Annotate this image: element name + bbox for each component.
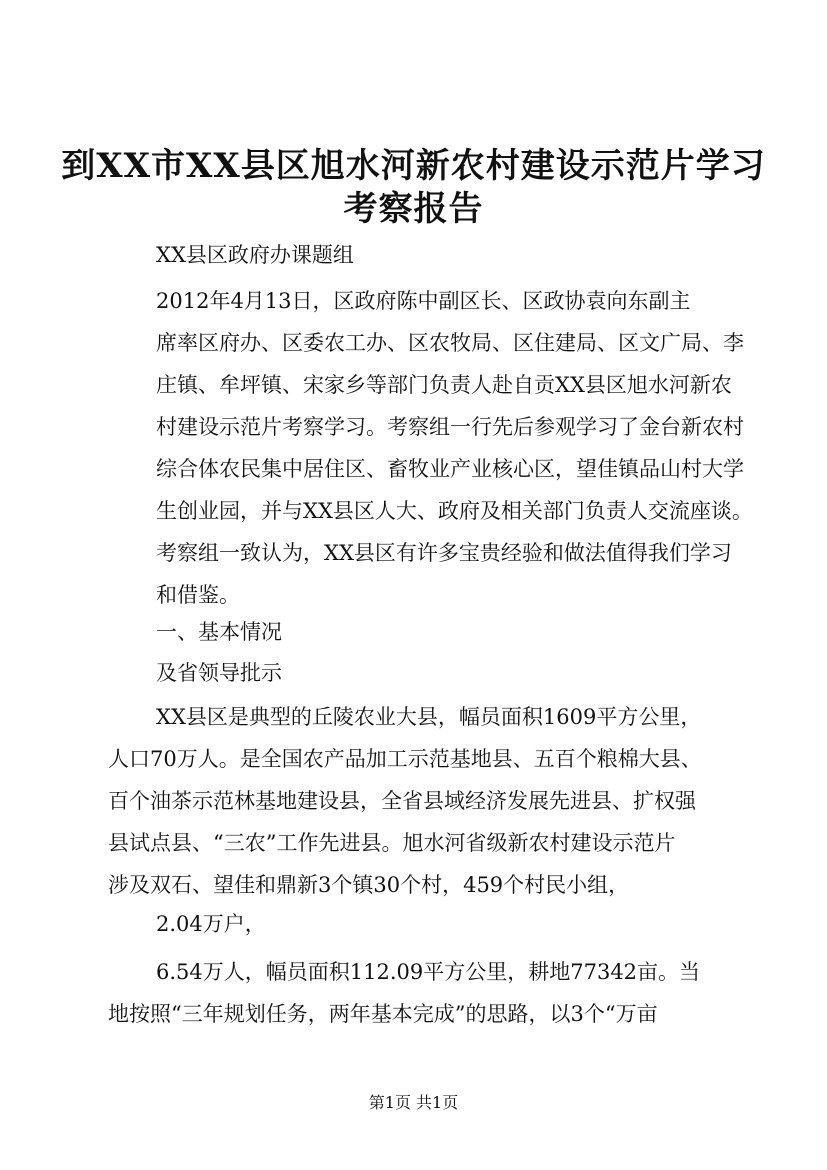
paragraph-line: 地按照“三年规划任务，两年基本完成”的思路，以3个“万亩: [108, 1002, 658, 1026]
paragraph-line: 6.54万人，幅员面积112.09平方公里，耕地77342亩。当: [156, 960, 701, 984]
paragraph-line: 生创业园，并与XX县区人大、政府及相关部门负责人交流座谈。: [156, 499, 753, 523]
paragraph-line: 县试点县、“三农”工作先进县。旭水河省级新农村建设示范片: [108, 831, 676, 855]
paragraph-households: 2.04万户，: [156, 912, 266, 936]
paragraph-line: 涉及双石、望佳和鼎新3个镇30个村，459个村民小组，: [108, 873, 630, 897]
page-footer: 第1页 共1页: [368, 1093, 459, 1112]
paragraph-line: XX县区是典型的丘陵农业大县，幅员面积1609平方公里，: [156, 705, 702, 729]
paragraph-line: 和借鉴。: [156, 583, 240, 607]
section-subheading: 及省领导批示: [156, 661, 282, 685]
paragraph-line: 百个油茶示范林基地建设县，全省县域经济发展先进县、扩权强: [108, 789, 696, 813]
paragraph-line: 席率区府办、区委农工办、区农牧局、区住建局、区文广局、李: [156, 331, 744, 355]
paragraph-population: [108, 951, 728, 1035]
paragraph-line: 考察组一致认为，XX县区有许多宝贵经验和做法值得我们学习: [156, 541, 732, 565]
paragraph-line: 庄镇、牟坪镇、宋家乡等部门负责人赴自贡XX县区旭水河新农: [156, 373, 732, 397]
paragraph-line: 人口70万人。是全国农产品加工示范基地县、五百个粮棉大县、: [108, 747, 702, 771]
paragraph-line: 2012年4月13日，区政府陈中副区长、区政协袁向东副主: [156, 289, 691, 313]
author-line: XX县区政府办课题组: [156, 243, 354, 267]
paragraph-intro: [108, 280, 753, 616]
paragraph-basic-info: [108, 696, 728, 906]
document-title-line-2: 考察报告: [343, 189, 484, 229]
section-heading: 一、基本情况: [156, 620, 282, 644]
paragraph-line: 村建设示范片考察学习。考察组一行先后参观学习了金台新农村: [156, 415, 744, 439]
paragraph-line: 综合体农民集中居住区、畜牧业产业核心区，望佳镇品山村大学: [156, 457, 744, 481]
document-title-line-1: 到XX市XX县区旭水河新农村建设示范片学习: [61, 146, 766, 186]
